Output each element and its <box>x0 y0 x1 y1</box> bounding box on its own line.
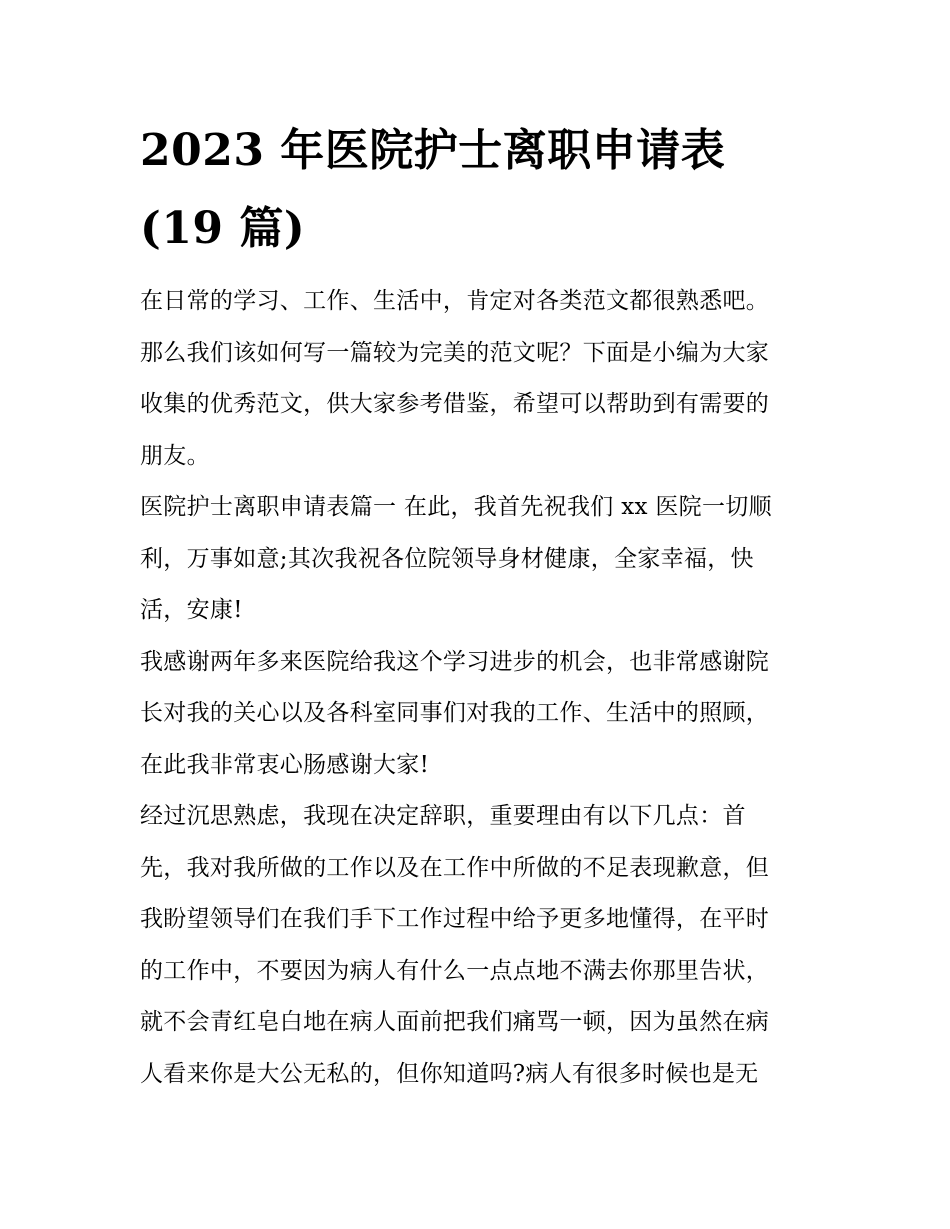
text-line: 收集的优秀范文，供大家参考借鉴，希望可以帮助到有需要的 <box>140 391 770 417</box>
text-line: 在此我非常衷心肠感谢大家! <box>140 751 430 778</box>
document-body <box>140 276 820 1100</box>
text-line: 那么我们该如何写一篇较为完美的范文呢？下面是小编为大家 <box>140 339 770 366</box>
text-line: 经过沉思熟虑，我现在决定辞职，重要理由有以下几点：首 <box>140 803 746 829</box>
paragraph-thanks <box>140 637 820 792</box>
text-line: 我盼望领导们在我们手下工作过程中给予更多地懂得，在平时 <box>140 906 770 932</box>
title-line: 2023 年医院护士离职申请表 <box>140 125 726 176</box>
text-line: 我感谢两年多来医院给我这个学习进步的机会，也非常感谢院 <box>140 648 770 675</box>
document-title <box>140 112 820 268</box>
text-line: 先，我对我所做的工作以及在工作中所做的不足表现歉意，但 <box>140 854 770 881</box>
paragraph-intro <box>140 276 820 482</box>
text-line: 长对我的关心以及各科室同事们对我的工作、生活中的照顾， <box>140 700 770 726</box>
text-line: 人看来你是大公无私的，但你知道吗?病人有很多时候也是无 <box>140 1060 759 1087</box>
text-line: 就不会青红皂白地在病人面前把我们痛骂一顿，因为虽然在病 <box>140 1009 770 1035</box>
text-line: 在日常的学习、工作、生活中，肯定对各类范文都很熟悉吧。 <box>140 288 770 314</box>
text-line: 医院护士离职申请表篇一 在此，我首先祝我们 xx 医院一切顺 <box>140 494 772 520</box>
paragraph-greeting <box>140 482 820 637</box>
paragraph-reasons <box>140 791 820 1100</box>
text-line: 利，万事如意;其次我祝各位院领导身材健康，全家幸福，快 <box>140 545 754 572</box>
title-line: (19 篇) <box>140 203 306 254</box>
text-line: 朋友。 <box>140 442 210 469</box>
text-line: 活，安康! <box>140 597 243 623</box>
text-line: 的工作中，不要因为病人有什么一点点地不满去你那里告状， <box>140 957 770 984</box>
